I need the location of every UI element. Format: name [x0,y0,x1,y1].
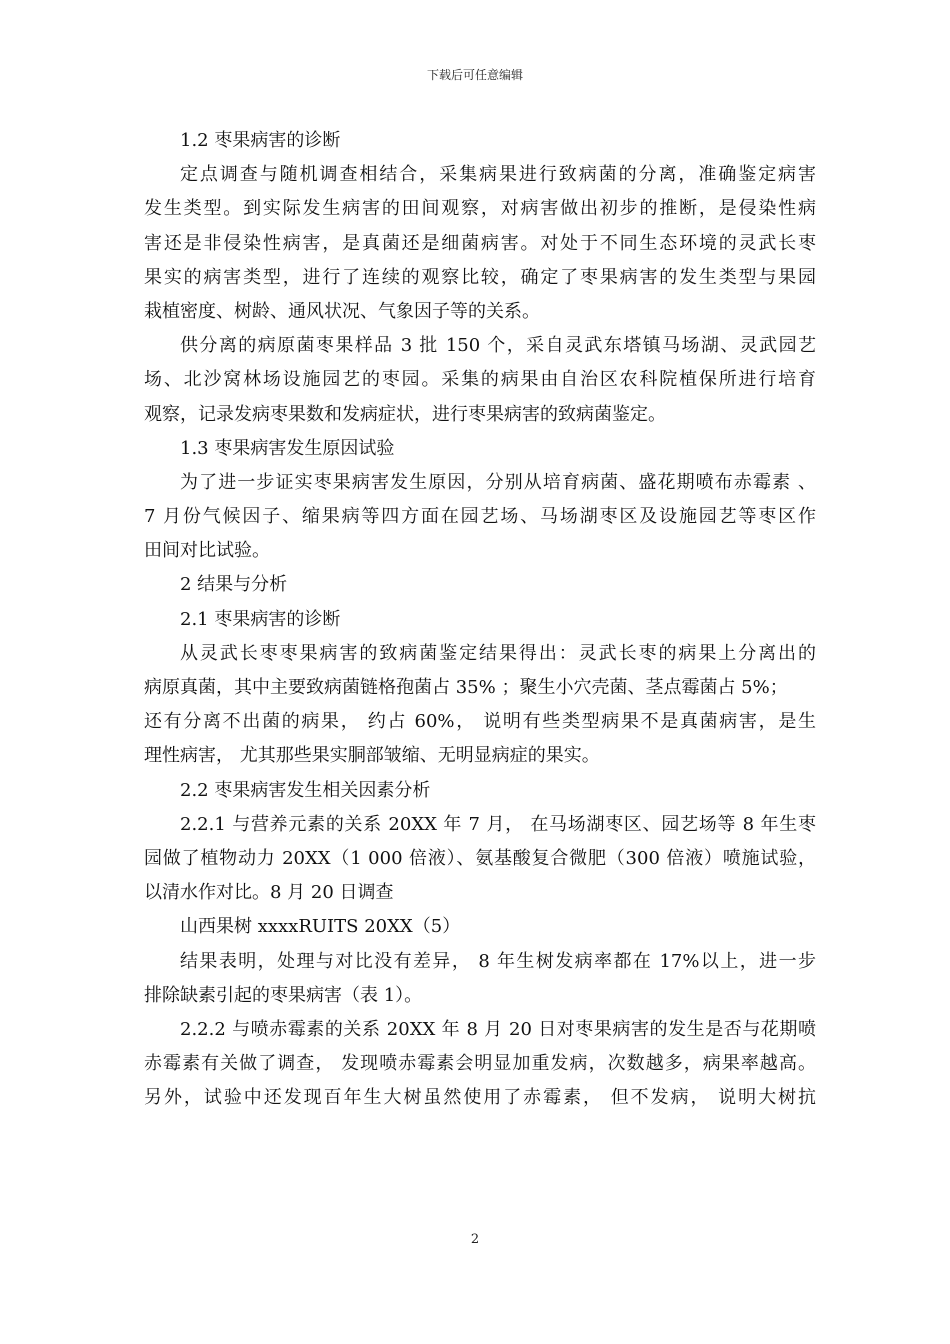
paragraph-line: 害还是非侵染性病害，是真菌还是细菌病害。对处于不同生态环境的灵武长枣 [144,232,816,254]
paragraph-line: 理性病害， 尤其那些果实胴部皱缩、无明显病症的果实。 [144,745,600,767]
paragraph-line: 栽植密度、树龄、通风状况、气象因子等的关系。 [144,300,540,322]
paragraph-line: 田间对比试验。 [144,540,270,562]
paragraph-line: 2.2.1 与营养元素的关系 20XX 年 7 月， 在马场湖枣区、园艺场等 8 年生枣 [180,813,816,835]
paragraph-line: 赤霉素有关做了调查， 发现喷赤霉素会明显加重发病，次数越多，病果率越高。 [144,1053,816,1075]
document-body [144,124,816,1115]
paragraph-line: 2.2.2 与喷赤霉素的关系 20XX 年 8 月 20 日对枣果病害的发生是否与花期喷 [180,1018,816,1040]
running-citation: 山西果树 xxxxRUITS 20XX（5） [180,916,461,938]
paragraph-line: 观察，记录发病枣果数和发病症状，进行枣果病害的致病菌鉴定。 [144,403,666,425]
paragraph-line: 供分离的病原菌枣果样品 3 批 150 个，采自灵武东塔镇马场湖、灵武园艺 [180,335,816,357]
paragraph-line: 结果表明，处理与对比没有差异， 8 年生树发病率都在 17%以上，进一步 [180,950,816,972]
paragraph-line: 排除缺素引起的枣果病害（表 1）。 [144,984,423,1006]
paragraph-line: 病原真菌，其中主要致病菌链格孢菌占 35% ；聚生小穴壳菌、茎点霉菌占 5%； [144,677,788,698]
page-number: 2 [470,1232,480,1247]
section-heading-1-2: 1.2 枣果病害的诊断 [180,130,341,151]
page-header: 下载后可任意编辑 [426,68,523,82]
section-heading-2-2: 2.2 枣果病害发生相关因素分析 [180,779,431,801]
paragraph-line: 果实的病害类型，进行了连续的观察比较，确定了枣果病害的发生类型与果园 [144,266,816,288]
paragraph-line: 发生类型。到实际发生病害的田间观察，对病害做出初步的推断，是侵染性病 [144,198,816,220]
paragraph-line: 园做了植物动力 20XX（1 000 倍液）、氨基酸复合微肥（300 倍液）喷施试验， [144,847,816,869]
paragraph-line: 7 月份气候因子、缩果病等四方面在园艺场、马场湖枣区及设施园艺等枣区作 [144,506,816,528]
paragraph-line: 为了进一步证实枣果病害发生原因，分别从培育病菌、盛花期喷布赤霉素 、 [180,471,816,493]
section-heading-2-1: 2.1 枣果病害的诊断 [180,608,341,630]
paragraph-line: 还有分离不出菌的病果， 约占 60%， 说明有些类型病果不是真菌病害，是生 [144,711,816,733]
paragraph-line: 从灵武长枣枣果病害的致病菌鉴定结果得出：灵武长枣的病果上分离出的 [180,642,816,664]
paragraph-line: 另外，试验中还发现百年生大树虽然使用了赤霉素， 但不发病， 说明大树抗 [144,1087,816,1109]
paragraph-line: 场、北沙窝林场设施园艺的枣园。采集的病果由自治区农科院植保所进行培育 [144,369,816,391]
paragraph-line: 定点调查与随机调查相结合，采集病果进行致病菌的分离，准确鉴定病害 [180,164,816,186]
paragraph-line: 以清水作对比。8 月 20 日调查 [144,882,394,904]
section-heading-1-3: 1.3 枣果病害发生原因试验 [180,437,395,459]
section-heading-2: 2 结果与分析 [180,574,288,596]
